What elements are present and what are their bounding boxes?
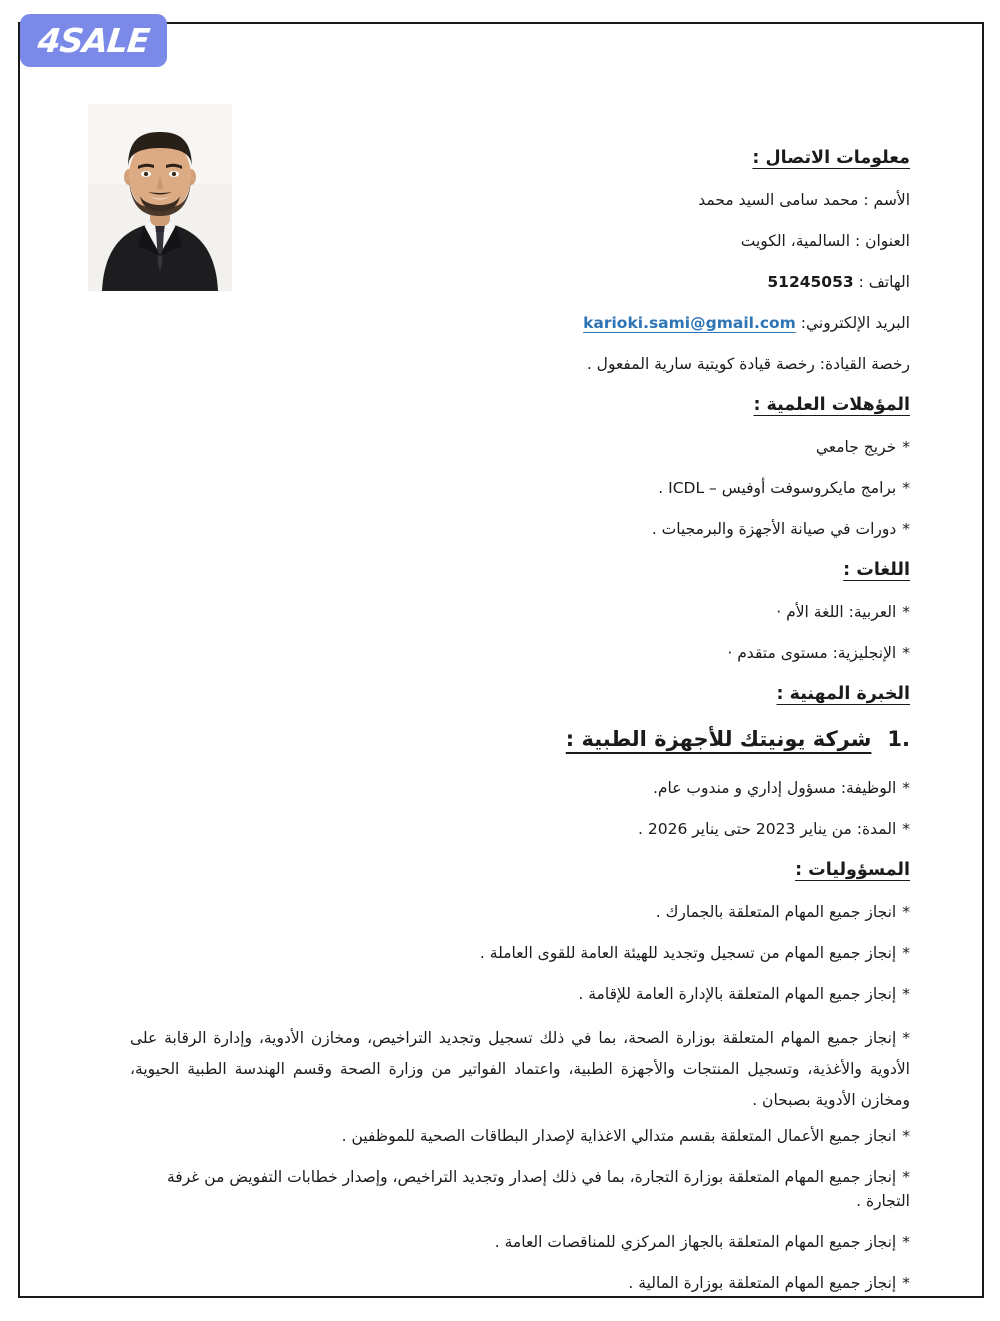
responsibility-text: إنجاز جميع المهام المتعلقة بالجهاز المركزي للمناقصات العامة . <box>494 1233 897 1251</box>
responsibility-item <box>130 1023 910 1116</box>
bullet-icon: * <box>902 644 910 662</box>
qualification-item <box>130 476 910 500</box>
responsibility-item <box>130 1124 910 1148</box>
email-link[interactable]: karioki.sami@gmail.com <box>583 314 796 332</box>
bullet-icon: * <box>902 1233 910 1251</box>
section-contact <box>130 146 910 376</box>
responsibility-item <box>130 900 910 924</box>
responsibility-item <box>130 1165 910 1213</box>
bullet-icon: * <box>902 944 910 962</box>
company-line <box>130 724 910 754</box>
language-item <box>130 600 910 624</box>
responsibility-text: إنجاز جميع المهام المتعلقة بالإدارة العامة للإقامة . <box>578 985 897 1003</box>
bullet-icon: * <box>902 1168 910 1186</box>
languages-heading: اللغات : <box>843 560 910 580</box>
contact-phone-line <box>130 270 910 294</box>
language-item <box>130 641 910 665</box>
responsibility-text: إنجاز جميع المهام المتعلقة بوزارة المالية . <box>628 1274 897 1292</box>
responsibilities-heading: المسؤوليات : <box>795 860 910 880</box>
responsibility-text: إنجاز جميع المهام المتعلقة بوزارة الصحة، بما في ذلك تسجيل وتجديد التراخيص، ومخازن الأدوية، وإدارة الرقابة على الأدوية والأغذية، وتسجيل المنتجات والأجهزة الطبية، واعتماد الفواتير من وزارة الصحة وقسم الهندسة الطبية الحيوية، ومخازن الأدوية بصبحان . <box>130 1029 910 1109</box>
forsale-logo <box>20 14 167 67</box>
section-experience <box>130 682 910 841</box>
qualification-text: دورات في صيانة الأجهزة والبرمجيات . <box>651 520 897 538</box>
responsibility-text: انجاز جميع المهام المتعلقة بالجمارك . <box>655 903 897 921</box>
bullet-icon: * <box>902 820 910 838</box>
email-label: البريد الإلكتروني: <box>795 314 910 332</box>
qualification-text: برامج مايكروسوفت أوفيس – ICDL . <box>658 479 897 497</box>
experience-detail <box>130 817 910 841</box>
forsale-logo-text: 4SALE <box>36 21 151 60</box>
language-text: الإنجليزية: مستوى متقدم · <box>727 644 897 662</box>
responsibility-text: إنجاز جميع المهام المتعلقة بوزارة التجارة، بما في ذلك إصدار وتجديد التراخيص، وإصدار خطابات التفويض من غرفة التجارة . <box>166 1168 910 1210</box>
bullet-icon: * <box>902 1029 910 1047</box>
contact-email-line <box>130 311 910 335</box>
qualification-text: خريج جامعي <box>815 438 897 456</box>
phone-number: 51245053 <box>767 273 854 291</box>
bullet-icon: * <box>902 603 910 621</box>
section-languages <box>130 558 910 665</box>
experience-detail <box>130 776 910 800</box>
experience-detail-text: الوظيفة: مسؤول إداري و مندوب عام. <box>653 779 897 797</box>
responsibility-text: انجاز جميع الأعمال المتعلقة بقسم متدالي الاغذاية لإصدار البطاقات الصحية للموظفين . <box>341 1127 897 1145</box>
responsibility-item <box>130 1230 910 1254</box>
cv-content <box>130 146 910 1312</box>
contact-name-line: الأسم : محمد سامى السيد محمد <box>698 191 910 209</box>
bullet-icon: * <box>902 479 910 497</box>
section-responsibilities <box>130 858 910 1295</box>
responsibility-text: إنجاز جميع المهام من تسجيل وتجديد للهيئة العامة للقوى العاملة . <box>479 944 897 962</box>
contact-address-line: العنوان : السالمية، الكويت <box>740 232 910 250</box>
contact-license-line: رخصة القيادة: رخصة قيادة كويتية سارية المفعول . <box>586 355 910 373</box>
bullet-icon: * <box>902 779 910 797</box>
company-name: شركة يونيتك للأجهزة الطبية : <box>565 727 872 751</box>
bullet-icon: * <box>902 985 910 1003</box>
bullet-icon: * <box>902 520 910 538</box>
phone-label: الهاتف : <box>853 273 910 291</box>
experience-heading: الخبرة المهنية : <box>776 684 910 704</box>
bullet-icon: * <box>902 1274 910 1292</box>
responsibility-item <box>130 1271 910 1295</box>
bullet-icon: * <box>902 1127 910 1145</box>
responsibility-item <box>130 982 910 1006</box>
qualification-item <box>130 435 910 459</box>
company-number: 1. <box>887 727 910 751</box>
responsibility-item <box>130 941 910 965</box>
bullet-icon: * <box>902 903 910 921</box>
contact-heading: معلومات الاتصال : <box>752 148 910 168</box>
qualification-item <box>130 517 910 541</box>
section-qualifications <box>130 393 910 541</box>
bullet-icon: * <box>902 438 910 456</box>
language-text: العربية: اللغة الأم · <box>776 603 897 621</box>
qualifications-heading: المؤهلات العلمية : <box>753 395 910 415</box>
experience-detail-text: المدة: من يناير 2023 حتى يناير 2026 . <box>638 820 897 838</box>
